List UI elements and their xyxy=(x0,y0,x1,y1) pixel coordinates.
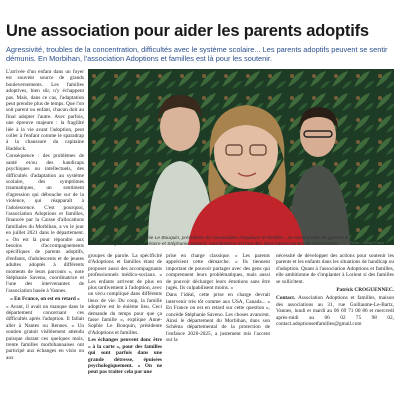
article-column-4 xyxy=(276,253,394,400)
article-paragraph: prise en charge classique. » Les parents apprécient cette démarche. « Ils tiennent important de pouvoir partager avec des gens qui comprennent leurs problématiques, mais aussi de pouvoir décharger leurs émotions sans être jugés. Ils culpabilisent moins. » xyxy=(166,253,270,292)
article-paragraph: L'arrivée d'un enfant dans un foyer est souvent source de grands bouleversements. Les familles adoptives, bien sûr, n'y échappent pas. Mais, dans ce cas, l'adaptation peut prendre plus de temps. Que l'on soit parent ou enfant, chacun doit au final adopter l'autre. Avec parfois, une épreuve majeure : la fragilité liée à la vie avant l'adoption, peut coller à l'enfant comme le sparadrap à la chaussure du capitaine Haddock. xyxy=(6,69,84,152)
article-subhead: « En France, on est en retard » xyxy=(10,296,80,303)
article-column-3 xyxy=(166,253,270,400)
contact-label: Contact. xyxy=(276,295,296,302)
article-paragraph: Dans l'idéal, cette prise en charge devrait intervenir très tôt comme aux USA, Canada... « En France on est en retard sur cette question », concède Stéphanie Saveno. Les choses avancent. Ainsi le département du Morbihan, dans son Schéma départemental de la protection de l'enfance 2020-2025, a justement mis l'accent sur la xyxy=(166,292,270,344)
article-deck: Agressivité, troubles de la concentration, difficultés avec le système scolaire... Les parents adoptifs peuvent se sentir démunis. En Morbihan, l'association Adoptions et familles est là pour les soutenir. xyxy=(6,45,388,63)
article-paragraph: Conséquence : des problèmes de santé et/ou des handicaps psychiques ou intellectuels, des difficultés d'adaptation au système scolaire, des symptômes traumatiques, un sentiment d'agression qui débouche sur de la violence, qui réapparaît à l'adolescence. C'est pourquoi, l'association Adoptions et familles, financée par la Caisse d'allocations familiales du Morbihan, a vu le jour en juillet 2021 dans le département. « On est là pour répondre aux besoins d'accompagnements spécifiques de parents adoptifs, d'enfants, d'adolescents et de jeunes adultes adoptés à différents moments de leurs parcours », note Stéphanie Saveno, coordinatrice et l'une des intervenantes de l'association basée à Vannes. xyxy=(6,153,84,294)
article-paragraph: nécessité de développer des actions pour soutenir les parents et les enfants dans les situations de handicap ou d'adoption. Quant à l'association Adoptions et familles, elle ambitionne de s'implanter à Lorient si des familles se sollicitent. xyxy=(276,253,394,285)
article-paragraph: « Avant, il avait un manque dans le département concernant ces difficultés après l'adoption. Il fallait aller à Nantes ou Rennes. » Un soutien gratuit visiblement attendu puisque durant ces quelques mois, trente familles morbihannaises ont participé aux échanges en visio ou aux xyxy=(6,303,84,361)
contact-block xyxy=(276,295,394,327)
article-photo xyxy=(88,69,394,245)
contact-text: Association Adoptions et familles, maison des associations au 31, rue Guillaume-Le-Bartz, Vannes, lundi et mardi au 06 69 71 00 86 et mercredi après-midi au 06 02 75 98 02, contact.adoptionsetfamilles@gmail.com xyxy=(276,295,394,328)
photo-illustration xyxy=(88,69,394,245)
photo-caption: Au premier plan : Anne-Sophie Le Bouquin, présidente de l'association Adoptions et familles ; au second plan de gauche à droite : Fanny Jeanmin, secrétaire et Stéphanie Saveno, coordinatrice et l'une des deux intervenantes de l'association. xyxy=(88,236,348,247)
photo-credit: Photo : Ouest-France xyxy=(350,241,385,245)
author-signature: Patrick CROGUENNEC. xyxy=(336,287,394,294)
article-paragraph: groupes de parole. La spécificité d'Adoptions et familles étant de proposer aussi des accompagnants professionnels médico-sociaux. « Les enfants arrivent de plus en plus tardivement à l'adoption, avec un vécu compliqué dans différents lieux de vie. Du coup, la famille adoptive est le énième lieu. Ceci demande du temps pour que ça fasse famille », explique Anne-Sophie Le Bouquin, présidente d'Adoptions et familles. xyxy=(88,253,162,336)
article-headline: Une association pour aider les parents adoptifs xyxy=(6,22,369,40)
article-paragraph: Les échanges peuvent donc être « à la carte », pour des familles qui sont parfois dans une grande détresse, épuisées psychologiquement. « On ne peut pas traiter cela par une xyxy=(88,337,162,376)
article-column-2 xyxy=(88,253,162,400)
article-column-1 xyxy=(6,69,84,400)
